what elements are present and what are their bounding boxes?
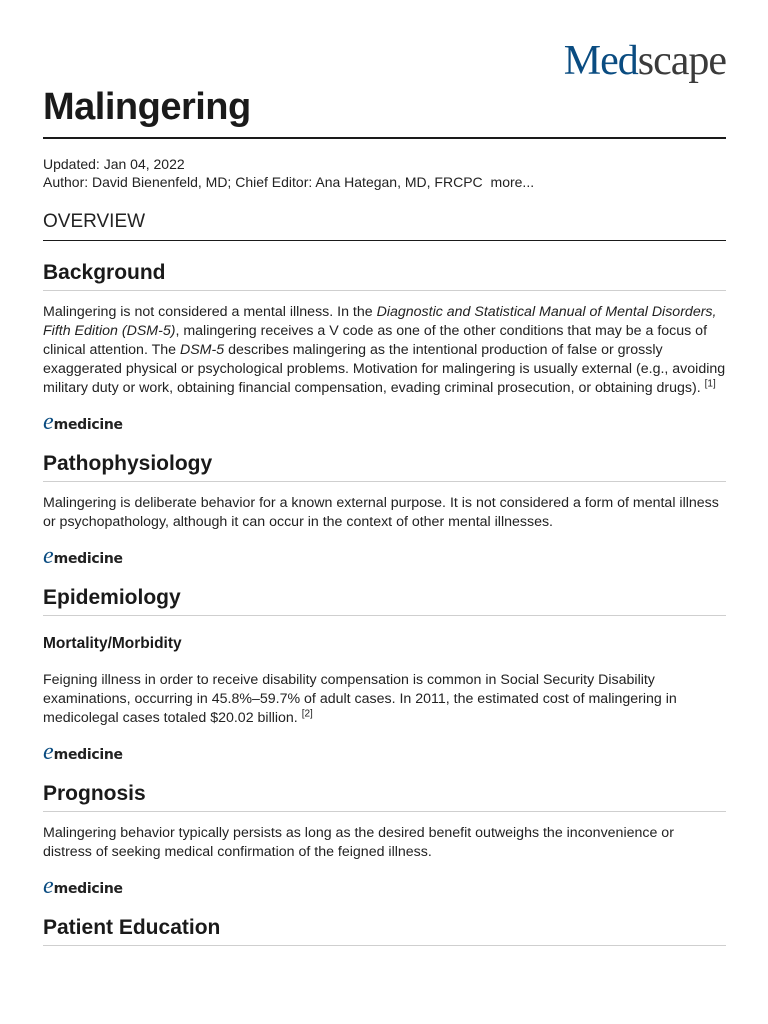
paragraph-epidemiology: Feigning illness in order to receive disability compensation is common in Social Security Disability examinations, occurring in 45.8%–59.7% of adult cases. In 2011, the estimated cost of malingering in medicolegal cases totaled $20.02 billion. [2] — [43, 672, 677, 726]
logo-med: Med — [563, 38, 638, 84]
paragraph-pathophysiology: Malingering is deliberate behavior for a known external purpose. It is not considered a form of mental illness or psychopathology, although it can occur in the context of other mental illnesses. — [43, 495, 719, 530]
emedicine-e: e — [43, 739, 54, 765]
emedicine-word: medicine — [53, 747, 123, 763]
emedicine-e: e — [43, 873, 54, 899]
emedicine-logo[interactable] — [43, 739, 726, 765]
emedicine-logo[interactable] — [43, 873, 726, 899]
section-prognosis — [43, 782, 726, 899]
section-background — [43, 261, 726, 435]
emedicine-word: medicine — [53, 417, 123, 433]
article — [43, 86, 726, 946]
updated-date: Updated: Jan 04, 2022 — [43, 156, 185, 172]
emedicine-e: e — [43, 543, 54, 569]
heading-pathophysiology: Pathophysiology — [43, 452, 726, 482]
page-title: Malingering — [43, 86, 726, 139]
heading-background: Background — [43, 261, 726, 291]
emedicine-logo[interactable] — [43, 543, 726, 569]
paragraph-background: Malingering is not considered a mental illness. In the Diagnostic and Statistical Manual of Mental Disorders, Fifth Edition (DSM-5), malingering receives a V code as one of the other conditions that may be a focus of clinical attention. The DSM-5 describes malingering as the intentional production of false or grossly exaggerated physical or psychological problems. Motivation for malingering is usually external (e.g., avoiding military duty or work, obtaining financial compensation, evading criminal prosecution, or obtaining drugs). [1] — [43, 304, 726, 396]
medscape-logo[interactable] — [564, 40, 726, 82]
reference-link[interactable]: [2] — [301, 708, 313, 720]
reference-link[interactable]: [1] — [704, 378, 716, 390]
paragraph-prognosis: Malingering behavior typically persists as long as the desired benefit outweighs the inconvenience or distress of seeking medical confirmation of the feigned illness. — [43, 825, 674, 860]
heading-epidemiology: Epidemiology — [43, 586, 726, 616]
section-pathophysiology — [43, 452, 726, 569]
heading-prognosis: Prognosis — [43, 782, 726, 812]
emedicine-word: medicine — [53, 551, 123, 567]
emedicine-word: medicine — [53, 881, 123, 897]
heading-patient-education: Patient Education — [43, 916, 726, 946]
more-link[interactable]: more... — [490, 174, 535, 190]
article-meta — [43, 155, 726, 191]
subheading-mortality: Mortality/Morbidity — [43, 635, 182, 652]
section-patient-education — [43, 916, 726, 946]
section-label-overview: OVERVIEW — [43, 211, 726, 241]
author-line — [43, 173, 726, 191]
author-text: Author: David Bienenfeld, MD; Chief Editor: Ana Hategan, MD, FRCPC — [43, 174, 483, 190]
emedicine-e: e — [43, 409, 54, 435]
logo-scape: scape — [637, 38, 726, 84]
section-epidemiology — [43, 586, 726, 765]
emedicine-logo[interactable] — [43, 409, 726, 435]
